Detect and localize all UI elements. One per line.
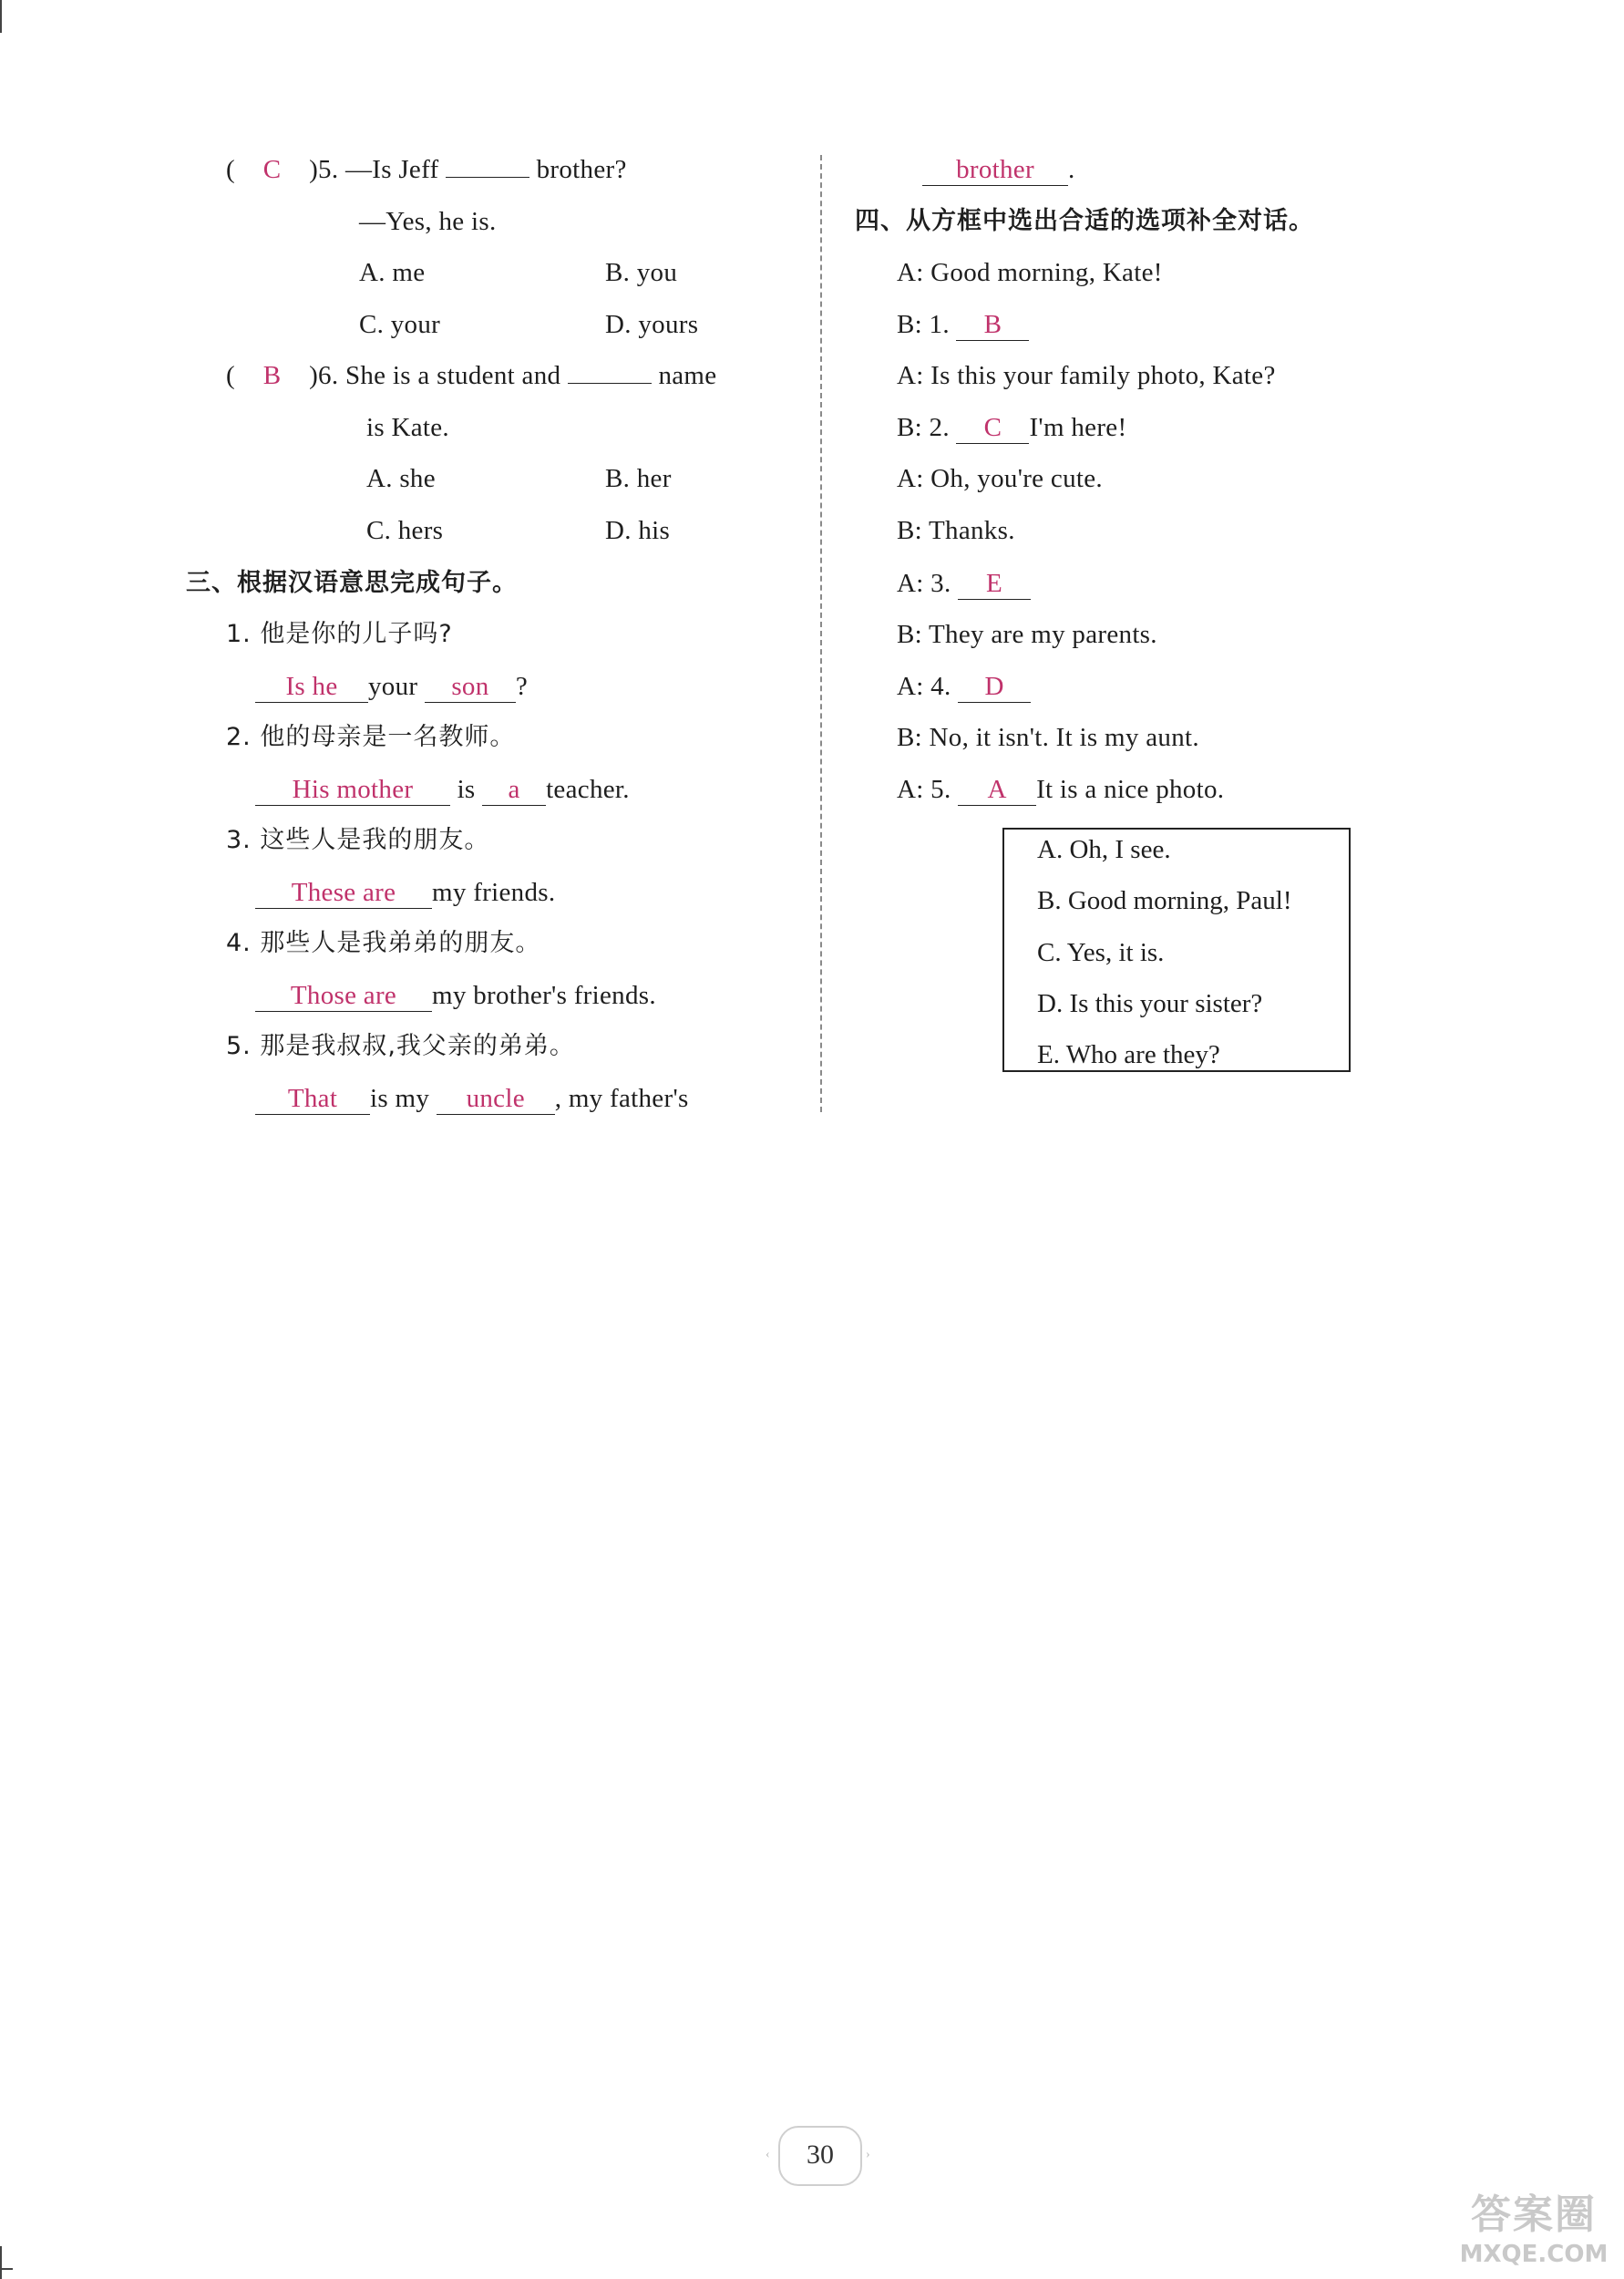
dialog-11-after: It is a nice photo. (1036, 775, 1225, 804)
option-e: E. Who are they? (1037, 1040, 1220, 1069)
dialog-line-4 (897, 409, 1126, 446)
q6-answer: B (262, 361, 282, 390)
q5-line (226, 151, 627, 188)
carryover-answer-line (922, 151, 1075, 188)
q5-paren-open: ( (226, 155, 235, 184)
dialog-11-blank: A (958, 774, 1036, 806)
dialog-11-prefix: A: 5. (897, 775, 951, 804)
q6-continuation: is Kate. (366, 413, 449, 442)
s3-item-4-answer-line (255, 977, 656, 1014)
q5-option-b: B. you (605, 258, 678, 287)
dialog-line-2 (897, 306, 1029, 343)
s3-item-5-end: , my father's (554, 1084, 689, 1113)
s3-item-2-answer-line (255, 771, 630, 808)
s3-item-5-blank-1: That (255, 1083, 370, 1115)
carryover-blank: brother (922, 154, 1068, 186)
dialog-7-blank: E (958, 568, 1031, 600)
q5-stem: )5. —Is Jeff (309, 155, 439, 184)
dialog-line-7 (897, 565, 1031, 602)
dialog-line-3: A: Is this your family photo, Kate? (897, 361, 1276, 390)
s3-item-1-answer-line (255, 668, 528, 705)
s3-item-3-end: my friends. (432, 878, 556, 907)
carryover-end: . (1068, 155, 1075, 184)
page-number-right-ornament-icon: › (866, 2148, 870, 2161)
dialog-9-prefix: A: 4. (897, 672, 951, 701)
dialog-line-10: B: No, it isn't. It is my aunt. (897, 723, 1199, 752)
s3-item-5-chinese: 5. 那是我叔叔,我父亲的弟弟。 (226, 1032, 575, 1060)
q5-option-d: D. yours (605, 310, 699, 339)
s3-item-1-blank-1: Is he (255, 671, 368, 703)
dialog-line-8: B: They are my parents. (897, 620, 1157, 649)
q6-option-d: D. his (605, 516, 671, 545)
s3-item-3-chinese: 3. 这些人是我的朋友。 (226, 826, 490, 854)
dialog-line-11 (897, 771, 1224, 808)
q6-option-b: B. her (605, 464, 672, 493)
s3-item-5-blank-2: uncle (437, 1083, 555, 1115)
options-box (1002, 828, 1351, 1072)
s3-item-4-end: my brother's friends. (432, 981, 656, 1010)
s3-item-2-blank-2: a (482, 774, 546, 806)
q5-reply: —Yes, he is. (359, 207, 497, 236)
page-number-badge (766, 2122, 875, 2197)
watermark-logo-text: 答案圈 (1471, 2191, 1597, 2238)
q6-paren-open: ( (226, 361, 235, 390)
page-number-left-ornament-icon: ‹ (766, 2148, 770, 2161)
watermark-url: MXQE.COM (1459, 2241, 1609, 2268)
option-a: A. Oh, I see. (1037, 835, 1171, 864)
s3-item-1-blank-2: son (425, 671, 516, 703)
s3-item-1-chinese: 1. 他是你的儿子吗? (226, 620, 453, 648)
crop-mark-bottom-left-h (0, 2268, 13, 2270)
s3-item-3-answer-line (255, 874, 555, 911)
option-c: C. Yes, it is. (1037, 938, 1165, 967)
s3-item-3-blank-1: These are (255, 877, 432, 909)
dialog-line-5: A: Oh, you're cute. (897, 464, 1103, 493)
section-3-heading: 三、根据汉语意思完成句子。 (186, 569, 518, 597)
q6-blank (568, 383, 652, 384)
page-number: 30 (778, 2126, 862, 2186)
s3-item-5-mid: is my (370, 1084, 430, 1113)
s3-item-1-mid: your (368, 672, 418, 701)
s3-item-5-answer-line (255, 1080, 689, 1117)
q6-stem-end: name (658, 361, 717, 390)
q5-blank (446, 177, 529, 178)
s3-item-4-blank-1: Those are (255, 980, 432, 1012)
s3-item-4-chinese: 4. 那些人是我弟弟的朋友。 (226, 929, 541, 957)
dialog-4-prefix: B: 2. (897, 413, 950, 442)
q5-answer: C (262, 155, 282, 184)
option-b: B. Good morning, Paul! (1037, 886, 1292, 915)
s3-item-2-mid: is (457, 775, 476, 804)
section-4-heading: 四、从方框中选出合适的选项补全对话。 (855, 207, 1314, 235)
dialog-line-9 (897, 668, 1031, 705)
column-divider (820, 155, 822, 1112)
s3-item-2-end: teacher. (546, 775, 630, 804)
q6-stem: )6. She is a student and (309, 361, 561, 390)
dialog-2-prefix: B: 1. (897, 310, 950, 339)
dialog-4-after: I'm here! (1029, 413, 1127, 442)
q5-option-a: A. me (359, 258, 426, 287)
dialog-line-1: A: Good morning, Kate! (897, 258, 1163, 287)
crop-mark-top-left (0, 0, 2, 33)
option-d: D. Is this your sister? (1037, 989, 1263, 1018)
dialog-9-blank: D (958, 671, 1031, 703)
q5-stem-end: brother? (536, 155, 627, 184)
q6-option-c: C. hers (366, 516, 444, 545)
dialog-4-blank: C (956, 412, 1029, 444)
q6-option-a: A. she (366, 464, 436, 493)
dialog-line-6: B: Thanks. (897, 516, 1015, 545)
site-watermark (1447, 2190, 1620, 2277)
s3-item-2-blank-1: His mother (255, 774, 450, 806)
s3-item-2-chinese: 2. 他的母亲是一名教师。 (226, 723, 516, 751)
dialog-7-prefix: A: 3. (897, 569, 951, 598)
q6-line (226, 357, 716, 394)
crop-mark-bottom-left (0, 2246, 2, 2279)
s3-item-1-end: ? (515, 672, 529, 701)
dialog-2-blank: B (956, 309, 1029, 341)
q5-option-c: C. your (359, 310, 441, 339)
